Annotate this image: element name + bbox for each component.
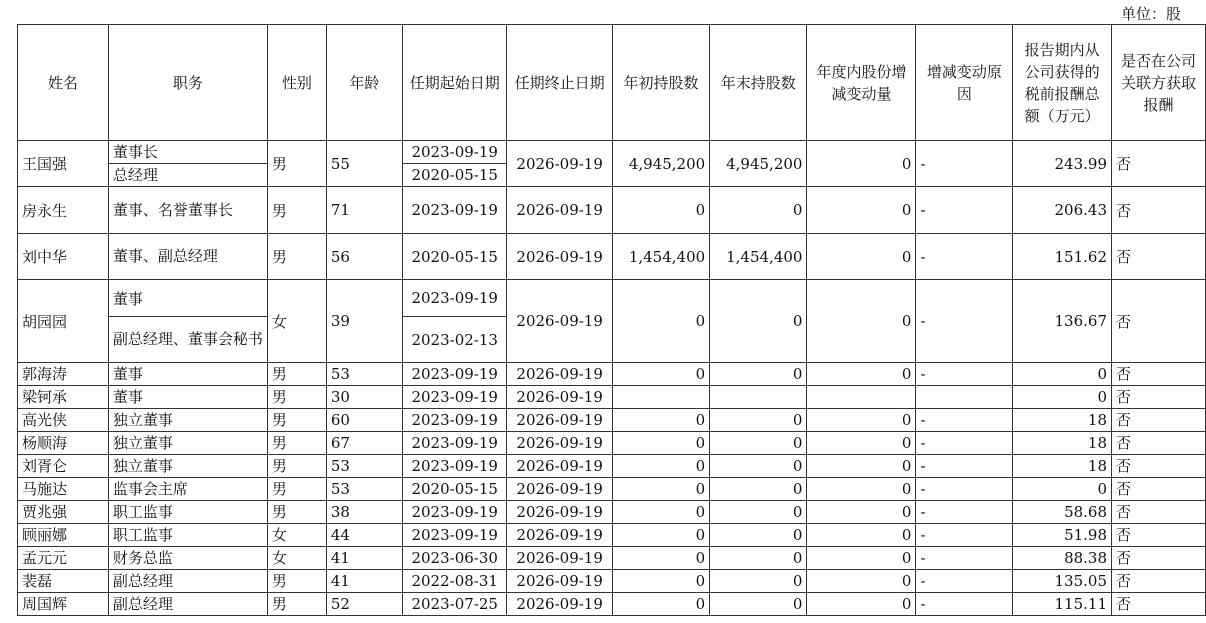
cell-name: 周国辉 [18, 593, 109, 616]
cell-name: 胡园园 [18, 280, 109, 363]
cell-shares-begin: 4,945,200 [612, 141, 709, 187]
cell-related-pay: 否 [1112, 455, 1206, 478]
cell-shares-end: 0 [710, 409, 807, 432]
cell-term-start: 2020-05-15 [402, 164, 506, 187]
cell-term-start: 2023-09-19 [402, 524, 506, 547]
table-row [18, 570, 1206, 593]
header-shares-end: 年末持股数 [710, 25, 807, 141]
cell-term-end: 2026-09-19 [507, 478, 612, 501]
cell-shares-end: 0 [710, 432, 807, 455]
cell-related-pay: 否 [1112, 478, 1206, 501]
cell-pay: 243.99 [1013, 141, 1112, 187]
cell-gender: 男 [267, 455, 326, 478]
cell-position: 职工监事 [108, 524, 267, 547]
header-term-end: 任期终止日期 [507, 25, 612, 141]
header-shares-change: 年度内股份增减变动量 [807, 25, 916, 141]
header-row [18, 25, 1206, 141]
cell-shares-change: 0 [807, 187, 916, 234]
cell-position: 监事会主席 [108, 478, 267, 501]
table-row [18, 141, 1206, 164]
cell-shares-begin: 0 [612, 455, 709, 478]
cell-name: 梁钶承 [18, 386, 109, 409]
cell-shares-change: 0 [807, 455, 916, 478]
cell-change-reason: - [916, 547, 1013, 570]
cell-related-pay: 否 [1112, 432, 1206, 455]
cell-term-end: 2026-09-19 [507, 187, 612, 234]
cell-gender: 男 [267, 363, 326, 386]
cell-term-end: 2026-09-19 [507, 524, 612, 547]
cell-shares-begin: 0 [612, 187, 709, 234]
table-row [18, 478, 1206, 501]
cell-shares-begin: 0 [612, 524, 709, 547]
header-name: 姓名 [18, 25, 109, 141]
cell-term-end: 2026-09-19 [507, 386, 612, 409]
header-pay: 报告期内从公司获得的税前报酬总额（万元） [1013, 25, 1112, 141]
cell-gender: 女 [267, 524, 326, 547]
cell-shares-begin: 0 [612, 593, 709, 616]
cell-age: 41 [326, 547, 402, 570]
cell-term-start: 2023-07-25 [402, 593, 506, 616]
cell-shares-change: 0 [807, 570, 916, 593]
cell-pay: 88.38 [1013, 547, 1112, 570]
cell-pay: 58.68 [1013, 501, 1112, 524]
cell-shares-begin: 0 [612, 363, 709, 386]
table-row [18, 280, 1206, 317]
cell-shares-end: 0 [710, 478, 807, 501]
cell-gender: 男 [267, 409, 326, 432]
cell-pay: 136.67 [1013, 280, 1112, 363]
cell-shares-change: 0 [807, 547, 916, 570]
cell-gender: 男 [267, 478, 326, 501]
cell-age: 44 [326, 524, 402, 547]
cell-position: 独立董事 [108, 409, 267, 432]
cell-name: 裴磊 [18, 570, 109, 593]
cell-related-pay: 否 [1112, 141, 1206, 187]
cell-shares-change: 0 [807, 593, 916, 616]
cell-term-end: 2026-09-19 [507, 501, 612, 524]
cell-gender: 男 [267, 501, 326, 524]
cell-name: 王国强 [18, 141, 109, 187]
header-gender: 性别 [267, 25, 326, 141]
cell-term-end: 2026-09-19 [507, 280, 612, 363]
cell-pay: 0 [1013, 478, 1112, 501]
cell-shares-end [710, 386, 807, 409]
cell-age: 30 [326, 386, 402, 409]
cell-shares-end: 0 [710, 280, 807, 363]
cell-pay: 115.11 [1013, 593, 1112, 616]
cell-position: 职工监事 [108, 501, 267, 524]
cell-term-start: 2023-09-19 [402, 409, 506, 432]
cell-term-start: 2023-09-19 [402, 363, 506, 386]
cell-term-start: 2023-09-19 [402, 187, 506, 234]
cell-gender: 男 [267, 432, 326, 455]
cell-age: 53 [326, 478, 402, 501]
cell-related-pay: 否 [1112, 593, 1206, 616]
cell-position: 董事 [108, 386, 267, 409]
cell-pay: 0 [1013, 363, 1112, 386]
cell-pay: 206.43 [1013, 187, 1112, 234]
cell-change-reason [916, 386, 1013, 409]
cell-term-end: 2026-09-19 [507, 547, 612, 570]
cell-shares-end: 0 [710, 455, 807, 478]
cell-related-pay: 否 [1112, 386, 1206, 409]
cell-term-start: 2023-09-19 [402, 141, 506, 164]
cell-gender: 男 [267, 234, 326, 280]
cell-age: 53 [326, 455, 402, 478]
cell-shares-change: 0 [807, 524, 916, 547]
cell-position: 董事 [108, 363, 267, 386]
cell-shares-end: 0 [710, 524, 807, 547]
cell-shares-change: 0 [807, 280, 916, 363]
cell-age: 67 [326, 432, 402, 455]
cell-pay: 135.05 [1013, 570, 1112, 593]
table-row [18, 386, 1206, 409]
cell-shares-end: 1,454,400 [710, 234, 807, 280]
cell-term-end: 2026-09-19 [507, 234, 612, 280]
cell-term-end: 2026-09-19 [507, 409, 612, 432]
cell-gender: 男 [267, 141, 326, 187]
cell-term-start: 2020-05-15 [402, 478, 506, 501]
cell-related-pay: 否 [1112, 280, 1206, 363]
cell-change-reason: - [916, 455, 1013, 478]
table-row [18, 524, 1206, 547]
cell-change-reason: - [916, 234, 1013, 280]
cell-shares-begin: 1,454,400 [612, 234, 709, 280]
header-position: 职务 [108, 25, 267, 141]
table-row [18, 501, 1206, 524]
table-row [18, 363, 1206, 386]
cell-change-reason: - [916, 432, 1013, 455]
cell-age: 71 [326, 187, 402, 234]
cell-gender: 男 [267, 187, 326, 234]
header-age: 年龄 [326, 25, 402, 141]
cell-term-end: 2026-09-19 [507, 432, 612, 455]
cell-shares-end: 0 [710, 363, 807, 386]
table-row [18, 409, 1206, 432]
header-shares-begin: 年初持股数 [612, 25, 709, 141]
cell-age: 38 [326, 501, 402, 524]
cell-change-reason: - [916, 593, 1013, 616]
cell-name: 马施达 [18, 478, 109, 501]
cell-change-reason: - [916, 501, 1013, 524]
cell-change-reason: - [916, 570, 1013, 593]
cell-related-pay: 否 [1112, 187, 1206, 234]
cell-position: 董事、名誉董事长 [108, 187, 267, 234]
cell-position: 董事长 [108, 141, 267, 164]
cell-position: 总经理 [108, 164, 267, 187]
cell-change-reason: - [916, 141, 1013, 187]
cell-position: 独立董事 [108, 455, 267, 478]
cell-change-reason: - [916, 478, 1013, 501]
cell-position: 董事、副总经理 [108, 234, 267, 280]
cell-related-pay: 否 [1112, 234, 1206, 280]
unit-label: 单位：股 [1120, 5, 1181, 23]
table-row [18, 547, 1206, 570]
cell-term-start: 2023-06-30 [402, 547, 506, 570]
cell-term-start: 2023-02-13 [402, 317, 506, 363]
cell-name: 房永生 [18, 187, 109, 234]
cell-term-start: 2020-05-15 [402, 234, 506, 280]
cell-term-end: 2026-09-19 [507, 593, 612, 616]
header-term-start: 任期起始日期 [402, 25, 506, 141]
cell-shares-change: 0 [807, 432, 916, 455]
cell-term-start: 2023-09-19 [402, 386, 506, 409]
cell-term-end: 2026-09-19 [507, 363, 612, 386]
cell-shares-begin: 0 [612, 570, 709, 593]
cell-position: 副总经理 [108, 593, 267, 616]
cell-shares-end: 0 [710, 501, 807, 524]
table-row [18, 187, 1206, 234]
cell-pay: 18 [1013, 455, 1112, 478]
cell-term-start: 2023-09-19 [402, 455, 506, 478]
cell-shares-change: 0 [807, 363, 916, 386]
cell-shares-begin: 0 [612, 547, 709, 570]
cell-gender: 男 [267, 386, 326, 409]
cell-shares-change: 0 [807, 234, 916, 280]
cell-position: 副总经理 [108, 570, 267, 593]
table-row [18, 455, 1206, 478]
cell-term-start: 2023-09-19 [402, 501, 506, 524]
table-row [18, 593, 1206, 616]
cell-gender: 女 [267, 547, 326, 570]
cell-name: 顾丽娜 [18, 524, 109, 547]
cell-change-reason: - [916, 187, 1013, 234]
cell-age: 39 [326, 280, 402, 363]
cell-position: 财务总监 [108, 547, 267, 570]
executive-table [17, 24, 1206, 616]
cell-name: 高光侠 [18, 409, 109, 432]
cell-related-pay: 否 [1112, 547, 1206, 570]
cell-shares-change: 0 [807, 478, 916, 501]
cell-related-pay: 否 [1112, 501, 1206, 524]
cell-age: 56 [326, 234, 402, 280]
cell-gender: 男 [267, 593, 326, 616]
cell-change-reason: - [916, 524, 1013, 547]
cell-pay: 51.98 [1013, 524, 1112, 547]
cell-related-pay: 否 [1112, 363, 1206, 386]
cell-name: 孟元元 [18, 547, 109, 570]
cell-term-end: 2026-09-19 [507, 455, 612, 478]
header-change-reason: 增减变动原因 [916, 25, 1013, 141]
cell-gender: 女 [267, 280, 326, 363]
cell-shares-change: 0 [807, 141, 916, 187]
cell-shares-end: 0 [710, 593, 807, 616]
table-row [18, 234, 1206, 280]
cell-name: 贾兆强 [18, 501, 109, 524]
cell-term-end: 2026-09-19 [507, 570, 612, 593]
cell-gender: 男 [267, 570, 326, 593]
cell-shares-end: 0 [710, 570, 807, 593]
cell-shares-change: 0 [807, 409, 916, 432]
cell-pay: 18 [1013, 409, 1112, 432]
cell-age: 52 [326, 593, 402, 616]
cell-shares-begin: 0 [612, 501, 709, 524]
cell-position: 副总经理、董事会秘书 [108, 317, 267, 363]
cell-position: 独立董事 [108, 432, 267, 455]
table-row [18, 432, 1206, 455]
cell-name: 杨顺海 [18, 432, 109, 455]
cell-related-pay: 否 [1112, 409, 1206, 432]
cell-name: 刘中华 [18, 234, 109, 280]
cell-age: 53 [326, 363, 402, 386]
cell-pay: 0 [1013, 386, 1112, 409]
cell-term-end: 2026-09-19 [507, 141, 612, 187]
cell-position: 董事 [108, 280, 267, 317]
cell-shares-change: 0 [807, 501, 916, 524]
cell-related-pay: 否 [1112, 570, 1206, 593]
cell-age: 41 [326, 570, 402, 593]
cell-pay: 151.62 [1013, 234, 1112, 280]
cell-age: 60 [326, 409, 402, 432]
cell-term-start: 2023-09-19 [402, 432, 506, 455]
cell-shares-begin: 0 [612, 280, 709, 363]
cell-pay: 18 [1013, 432, 1112, 455]
cell-term-start: 2022-08-31 [402, 570, 506, 593]
cell-shares-begin: 0 [612, 432, 709, 455]
cell-shares-end: 4,945,200 [710, 141, 807, 187]
cell-shares-begin: 0 [612, 478, 709, 501]
header-related-pay: 是否在公司关联方获取报酬 [1112, 25, 1206, 141]
cell-term-start: 2023-09-19 [402, 280, 506, 317]
cell-change-reason: - [916, 363, 1013, 386]
cell-name: 刘胥仑 [18, 455, 109, 478]
cell-shares-change [807, 386, 916, 409]
cell-related-pay: 否 [1112, 524, 1206, 547]
cell-name: 郭海涛 [18, 363, 109, 386]
cell-change-reason: - [916, 409, 1013, 432]
cell-shares-begin [612, 386, 709, 409]
cell-shares-end: 0 [710, 187, 807, 234]
cell-shares-begin: 0 [612, 409, 709, 432]
cell-change-reason: - [916, 280, 1013, 363]
cell-shares-end: 0 [710, 547, 807, 570]
cell-age: 55 [326, 141, 402, 187]
